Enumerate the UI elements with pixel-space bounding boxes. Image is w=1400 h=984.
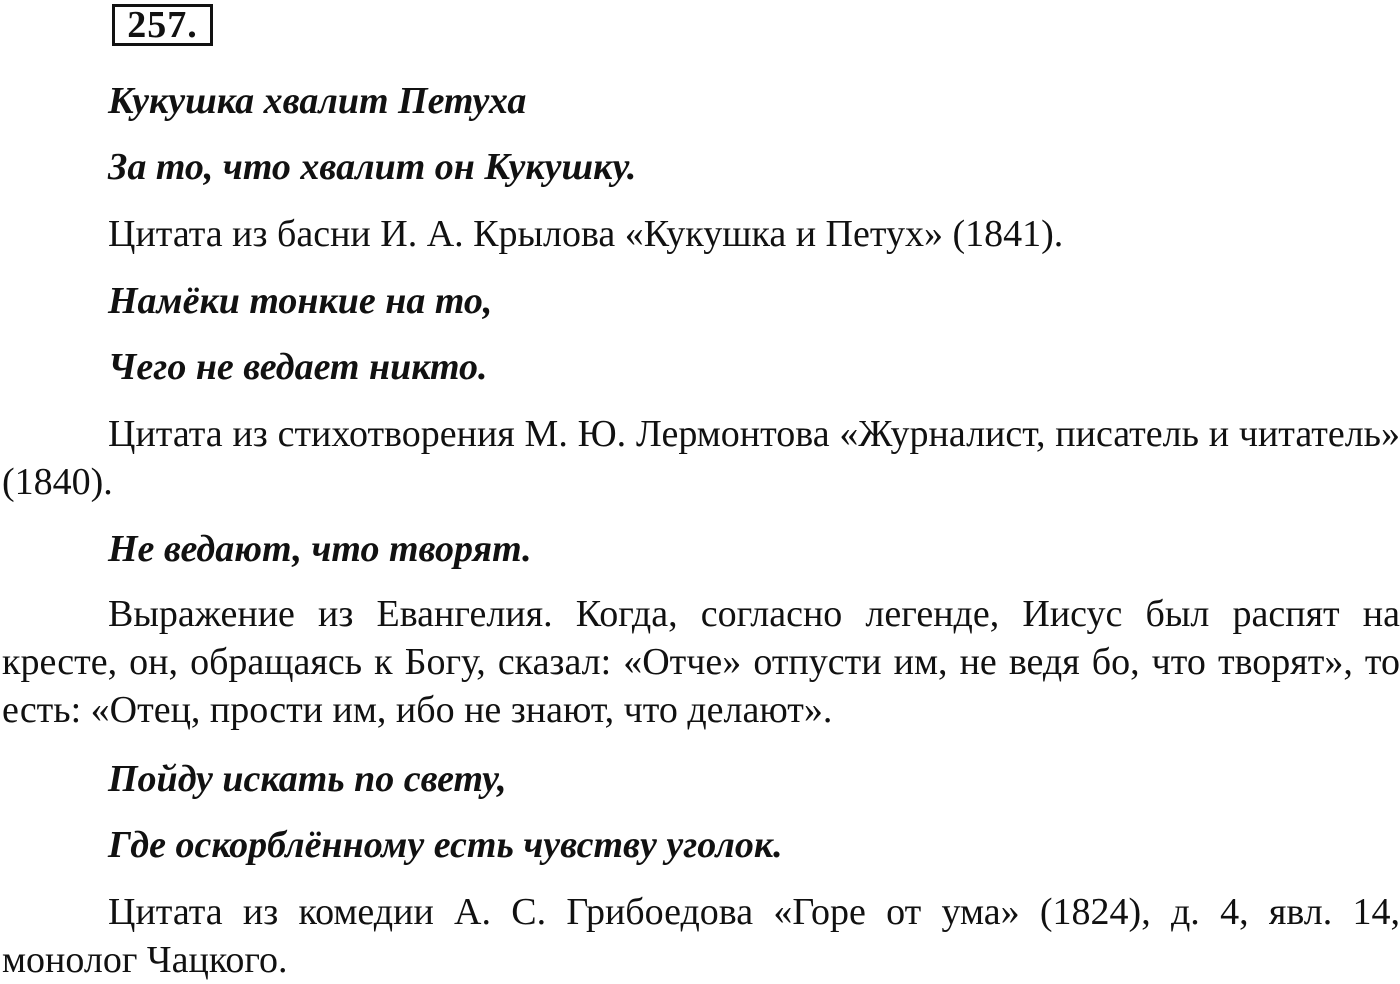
- source-comment: Выражение из Евангелия. Когда, согласно легенде, Иисус был распят на кресте, он, обращаясь к Богу, сказал: «Отче» отпусти им, не ведя бо, что творят», то есть: «Отец, прости им, ибо не знают, что делают».: [2, 593, 1400, 731]
- quote-line: Где оскорблённому есть чувству уголок.: [108, 824, 783, 866]
- source-comment: Цитата из басни И. А. Крылова «Кукушка и Петух» (1841).: [108, 213, 1064, 255]
- source-comment: Цитата из комедии А. С. Грибоедова «Горе от ума» (1824), д. 4, явл. 14, монолог Чацкого.: [2, 891, 1400, 981]
- exercise-number: 257.: [112, 4, 213, 46]
- quote-line: За то, что хвалит он Кукушку.: [108, 146, 637, 188]
- source-comment: Цитата из стихотворения М. Ю. Лермонтова «Журналист, писатель и читатель» (1840).: [2, 413, 1400, 503]
- quote-line: Пойду искать по свету,: [108, 758, 507, 800]
- quote-line: Не ведают, что творят.: [108, 528, 532, 570]
- quote-line: Кукушка хвалит Петуха: [108, 80, 527, 122]
- quote-line: Чего не ведает никто.: [108, 346, 488, 388]
- quote-line: Намёки тонкие на то,: [108, 280, 493, 322]
